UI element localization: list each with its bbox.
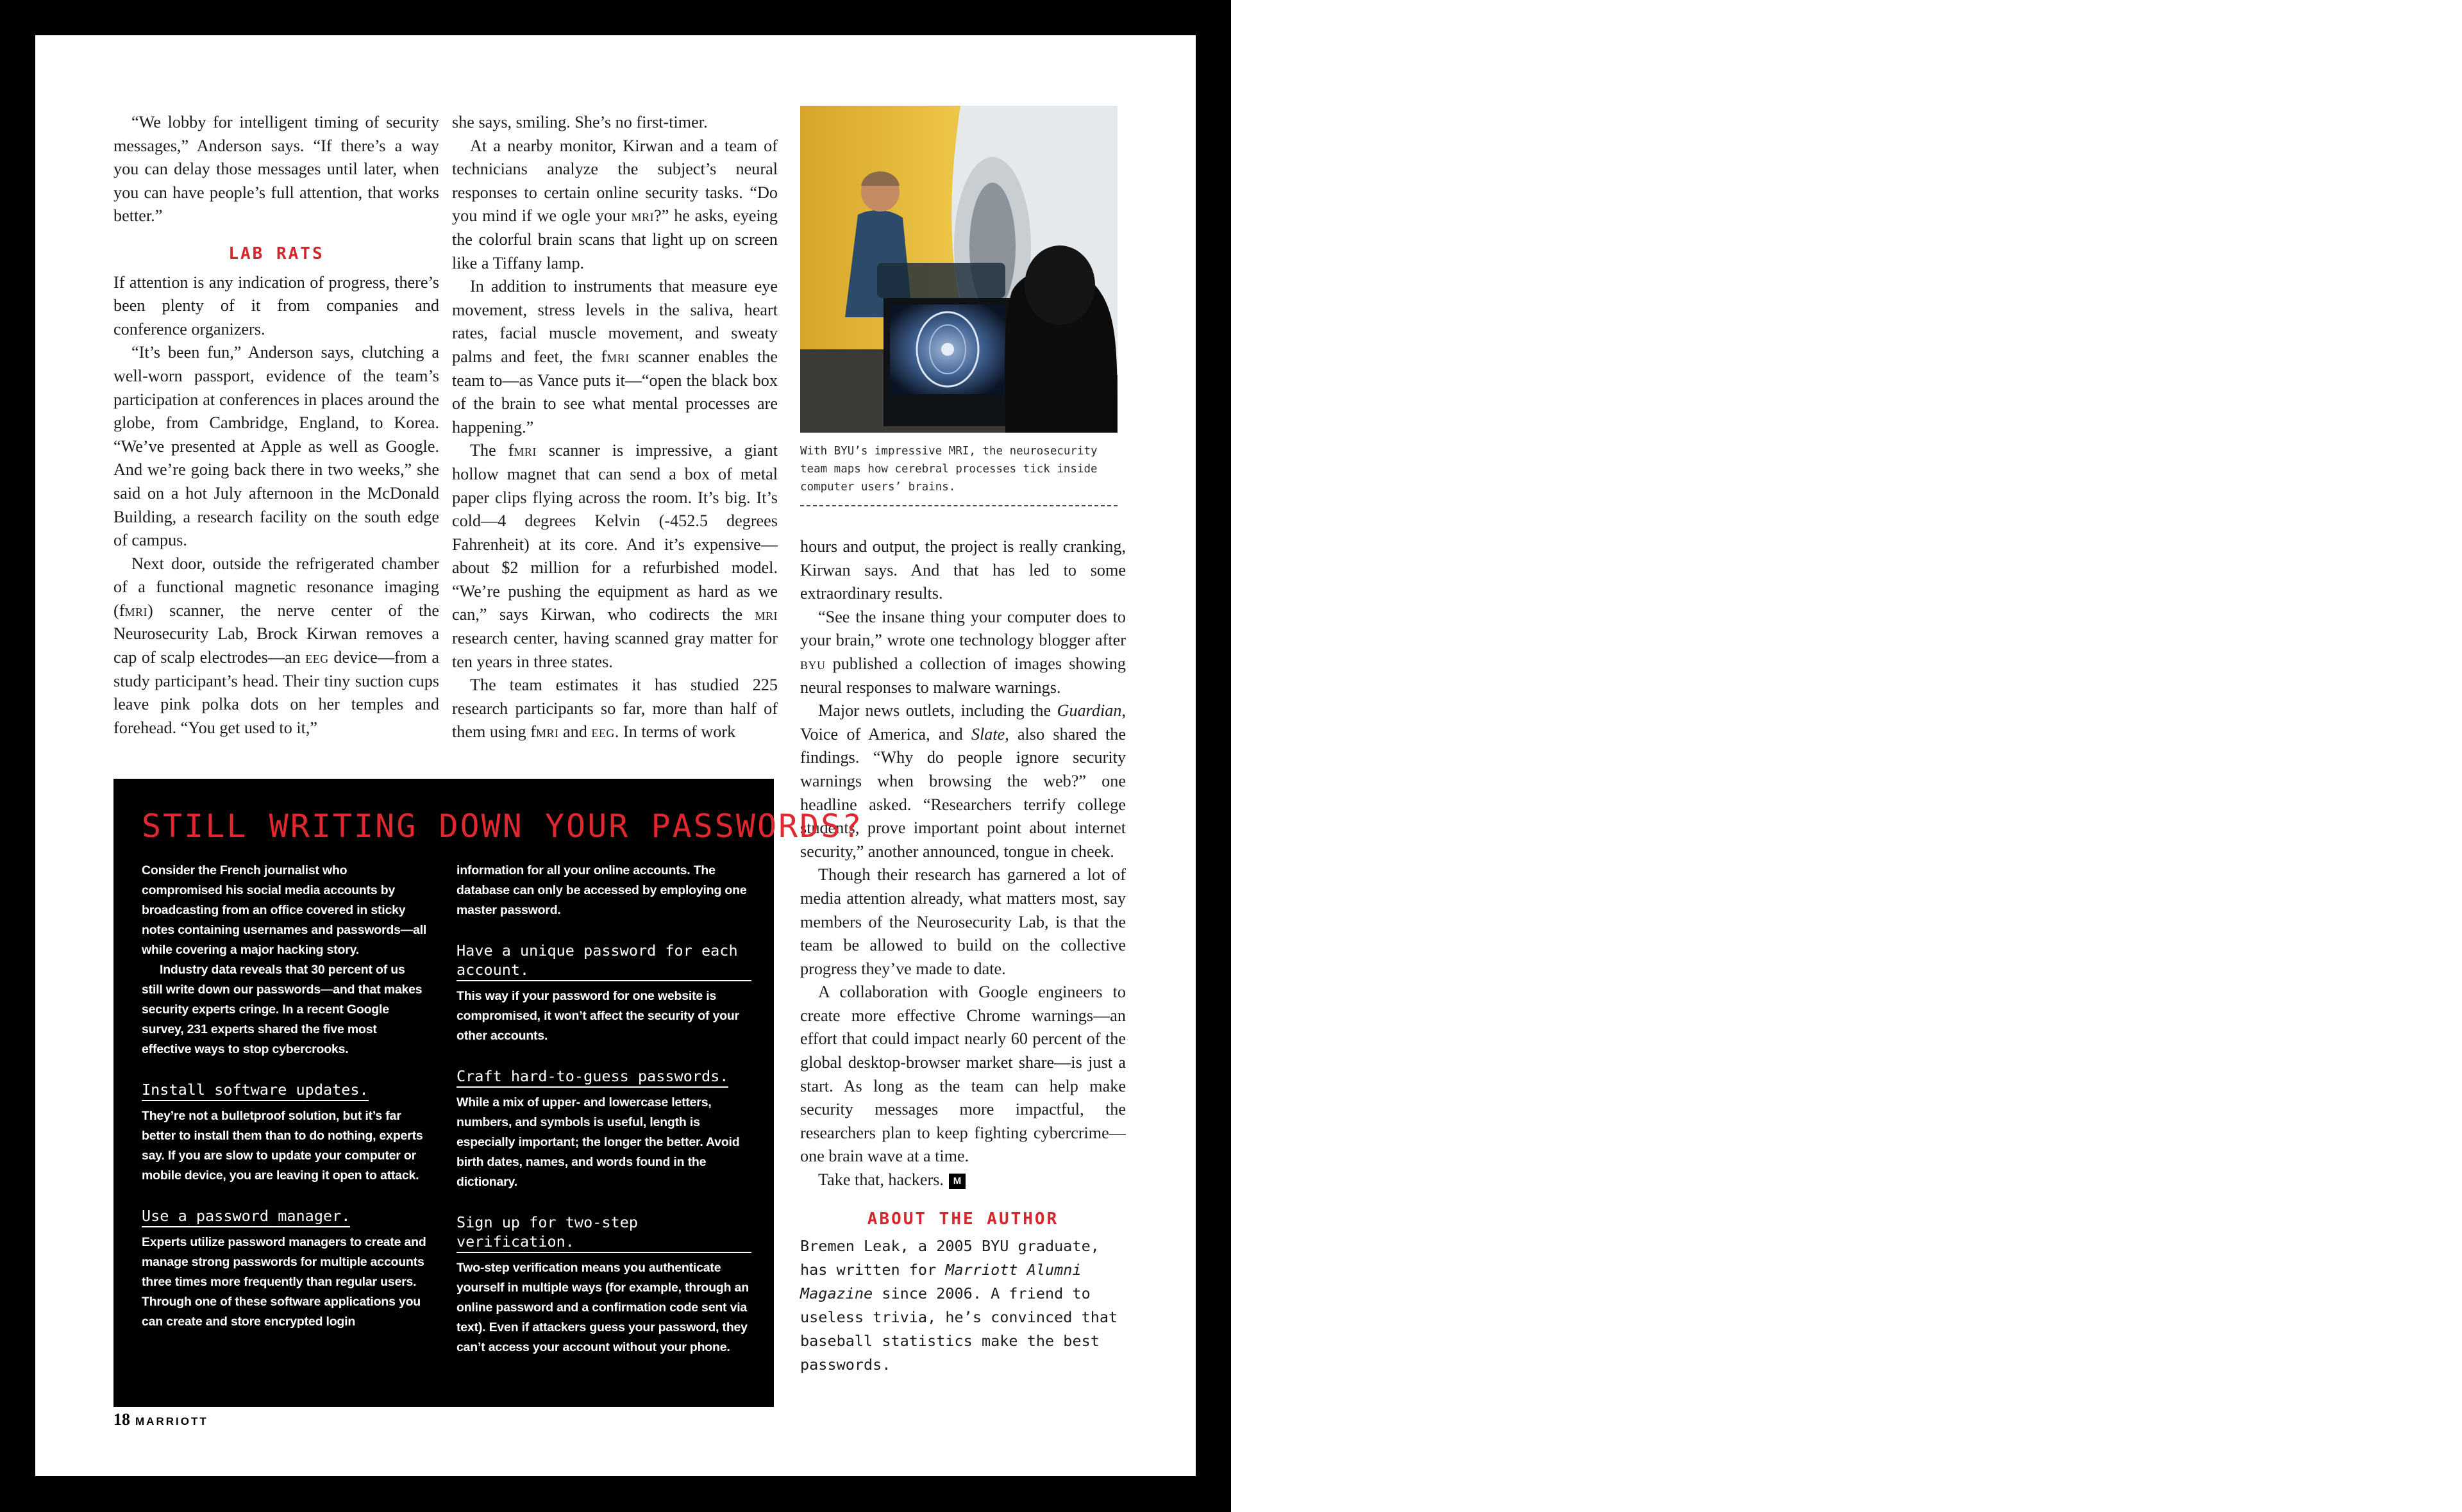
paragraph: “See the insane thing your computer does to your brain,” wrote one technology blogger after byu published a collection of images showing neural responses to malware warnings. — [800, 607, 1126, 697]
mri-photo-illustration — [800, 106, 1118, 433]
page-number: 18 — [113, 1410, 130, 1429]
about-author-heading: ABOUT THE AUTHOR — [867, 1209, 1059, 1229]
page-folio — [113, 1410, 208, 1429]
sidebar-column-2 — [456, 861, 751, 1358]
paragraph: Though their research has garnered a lot of media attention already, what matters most, say members of the Neurosecurity Lab, is that the team be allowed to build on the collective progress they’ve made to date. — [800, 865, 1126, 978]
article-column-2 — [452, 111, 778, 744]
sidebar-intro: Industry data reveals that 30 percent of us still write down our passwords—and that makes security experts cringe. In a recent Google survey, 231 experts shared the five most effective ways to stop cybercrooks. — [142, 963, 423, 1056]
paragraph: At a nearby monitor, Kirwan and a team of technicians analyze the subject’s neural responses to certain online security tasks. “Do you mind if we ogle your mri?” he asks, eyeing the colorful brain scans that light up on screen like a Tiffany lamp. — [452, 136, 778, 272]
password-tips-sidebar — [113, 779, 864, 1407]
tip-body: Two-step verification means you authenticate yourself in multiple ways (for example, through an online password and a confirmation code sent via text). Even if attackers guess your password, they can’t access your account without your phone. — [456, 1261, 749, 1354]
sidebar-intro: Consider the French journalist who compromised his social media accounts by broadcasting from an office covered in sticky notes containing usernames and passwords—all while covering a major hacking story. — [142, 863, 427, 957]
author-bio: Bremen Leak, a 2005 BYU graduate, has written for Marriott Alumni Magazine since 2006. A friend to useless trivia, he’s convinced that baseball statistics make the best passwords. — [800, 1237, 1118, 1374]
tip-heading: Craft hard-to-guess passwords. — [456, 1067, 728, 1088]
tip-heading: Use a password manager. — [142, 1206, 350, 1227]
sidebar-column-1 — [142, 861, 427, 1332]
paragraph: Take that, hackers. M — [800, 1168, 1126, 1192]
tip-heading: Install software updates. — [142, 1080, 369, 1101]
paragraph: The fmri scanner is impressive, a giant hollow magnet that can send a box of metal paper clips flying across the room. It’s big. It’s cold—4 degrees Kelvin (-452.5 degrees Fahrenheit) at its core. And it’s expensive—about $2 million for a refurbished model. “We’re pushing the equipment as hard as we can,” says Kirwan, who codirects the mri research center, having scanned gray matter for ten years in three states. — [452, 441, 778, 671]
tip-body: While a mix of upper- and lowercase letters, numbers, and symbols is useful, length is especially important; the longer the better. Avoid birth dates, names, and words found in the dictionary. — [456, 1095, 740, 1189]
paragraph: hours and output, the project is really cranking, Kirwan says. And that has led to some extraordinary results. — [800, 537, 1126, 603]
magazine-name: MARRIOTT — [135, 1415, 208, 1427]
paragraph: Major news outlets, including the Guardian, Voice of America, and Slate, also shared the findings. “Why do people ignore security warnings when browsing the web?” one headline asked. “Researchers terrify college students, prove important point about internet security,” another announced, tongue in cheek. — [800, 701, 1126, 861]
tip-heading: Sign up for two-step verification. — [456, 1213, 751, 1253]
article-column-1 — [113, 111, 439, 740]
end-mark-icon: M — [949, 1174, 966, 1189]
paragraph: If attention is any indication of progress, there’s been plenty of it from companies and conference organizers. — [113, 272, 439, 338]
tip-heading: Have a unique password for each account. — [456, 941, 751, 981]
paragraph: The team estimates it has studied 225 research participants so far, more than half of them using fmri and eeg. In terms of work — [452, 676, 778, 742]
article-column-3 — [800, 535, 1126, 1377]
paragraph: “We lobby for intelligent timing of security messages,” Anderson says. “If there’s a way you can delay those messages until later, when you can have people’s full attention, that works better.” — [113, 113, 439, 226]
paragraph: In addition to instruments that measure eye movement, stress levels in the saliva, heart rates, facial muscle movement, and sweaty palms and feet, the fmri scanner enables the team to—as Vance puts it—“open the black box of the brain to see what mental processes are happening.” — [452, 277, 778, 436]
paragraph: Next door, outside the refrigerated chamber of a functional magnetic resonance imaging (fmri) scanner, the nerve center of the Neurosecurity Lab, Brock Kirwan removes a cap of scalp electrodes—an eeg device—from a study participant’s head. Their tiny suction cups leave pink polka dots on her temples and forehead. “You get used to it,” — [113, 554, 439, 737]
tip-body: They’re not a bulletproof solution, but it’s far better to install them than to do nothing, experts say. If you are slow to update your computer or mobile device, you are leaving it open to attack. — [142, 1109, 423, 1183]
tip-body: This way if your password for one website is compromised, it won’t affect the security of your other accounts. — [456, 989, 739, 1043]
paragraph: A collaboration with Google engineers to create more effective Chrome warnings—an effort that could impact nearly 60 percent of the global desktop-browser market share—is just a start. As long as the team can help make security messages more impactful, the researchers plan to keep fighting cybercrime—one brain wave at a time. — [800, 983, 1126, 1166]
sidebar-title: STILL WRITING DOWN YOUR PASSWORDS? — [142, 808, 864, 845]
tip-body: information for all your online accounts. The database can only be accessed by employing one master password. — [456, 863, 747, 917]
tip-body: Experts utilize password managers to create and manage strong passwords for multiple accounts three times more frequently than regular users. Through one of these software applications you can create and store encrypted login — [142, 1235, 426, 1329]
mri-photo — [800, 106, 1118, 433]
paragraph: “It’s been fun,” Anderson says, clutching a well-worn passport, evidence of the team’s participation at conferences in places around the globe, from Cambridge, England, to Korea. “We’ve presented at Apple as well as Google. And we’re going back there in two weeks,” she said on a hot July afternoon in the McDonald Building, a research facility on the south edge of campus. — [113, 343, 439, 550]
subhead-lab-rats: LAB RATS — [228, 244, 324, 263]
paragraph: she says, smiling. She’s no first-timer. — [452, 113, 708, 131]
photo-caption: With BYU’s impressive MRI, the neurosecurity team maps how cerebral processes tick inside computer users’ brains. — [800, 442, 1118, 506]
magazine-page — [35, 35, 1196, 1476]
